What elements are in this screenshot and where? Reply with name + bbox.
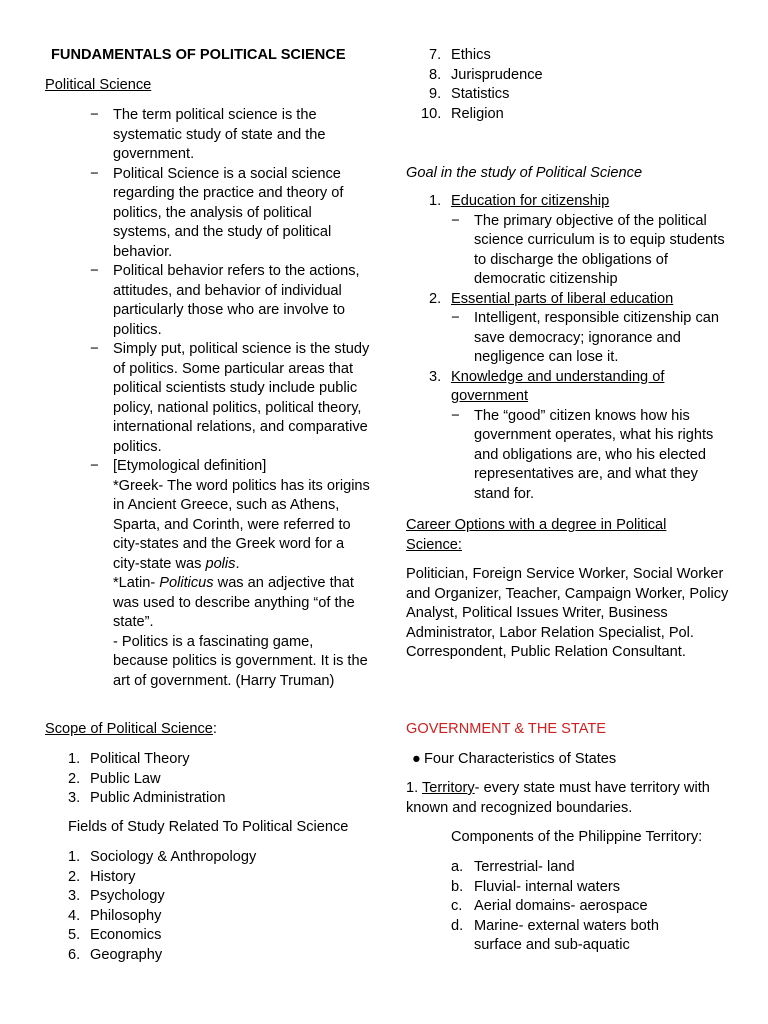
page-title: FUNDAMENTALS OF POLITICAL SCIENCE — [51, 47, 346, 63]
dash-bullet: − — [90, 165, 99, 182]
list-item: 10. Religion — [421, 105, 504, 122]
list-item: 1. Political Theory — [68, 751, 190, 767]
list-item: 3. Psychology — [68, 888, 165, 904]
list-item: b. Fluvial- internal waters — [451, 878, 620, 895]
list-item: 2. Essential parts of liberal education − Intelligent, responsible citizenship can save democracy; ignorance and negligence can lose it. — [406, 290, 736, 368]
characteristics-item: ● Four Characteristics of States — [412, 750, 616, 770]
list-item: − Political Science is a social science regarding the practice and theory of politics, the analysis of political systems, and the study of political behavior. — [90, 165, 344, 260]
dash-bullet: − — [90, 107, 99, 123]
political-science-list — [45, 106, 370, 691]
list-item: 7. Ethics — [429, 47, 491, 63]
bullet-dot: ● — [412, 751, 421, 767]
goal-detail: − The primary objective of the political science curriculum is to equip students to discharge the obligations of democratic citizenship — [451, 212, 725, 287]
scope-list — [45, 750, 370, 809]
list-item: 3. Public Administration — [68, 790, 226, 806]
goal-detail: − The “good” citizen knows how his government operates, what his rights and obligations are, who his elected representatives are, and what they stand for. — [451, 407, 714, 502]
fields-list-right — [406, 46, 736, 124]
list-item: 2. History — [68, 868, 136, 885]
fields-list-left — [45, 848, 370, 965]
dash-bullet: − — [90, 458, 99, 474]
goal-heading: Goal in the study of Political Science — [406, 165, 643, 181]
list-item: − The term political science is the systematic study of state and the government. — [90, 107, 326, 162]
list-item: 1. Education for citizenship − The primary objective of the political science curriculum is to equip students to discharge the obligations of democratic citizenship — [406, 192, 736, 290]
list-item: 3. Knowledge and understanding of government − The “good” citizen knows how his government operates, what his rights and obligations are, who his elected representatives are, and what they stand for. — [406, 368, 736, 505]
list-item: 1. Sociology & Anthropology — [68, 849, 257, 865]
career-text: Politician, Foreign Service Worker, Social Worker and Organizer, Teacher, Campaign Worker, Policy Analyst, Political Issues Writer, Business Administrator, Labor Relation Specialist, Pol. Correspondent, Public Relation Consultant. — [406, 566, 729, 660]
list-item: a. Terrestrial- land — [451, 859, 575, 875]
list-item: d. Marine- external waters both surface and sub-aquatic — [451, 917, 659, 953]
career-heading: Career Options with a degree in Political Science: — [406, 517, 667, 553]
greek-definition: *Greek- The word politics has its origins in Ancient Greece, such as Athens, Sparta, and Corinth, were referred to city-states and the Greek word for a city-state was polis. — [113, 477, 370, 572]
dash-bullet: − — [90, 263, 99, 279]
components-heading: Components of the Philippine Territory: — [451, 829, 703, 845]
list-item: 6. Geography — [68, 946, 163, 963]
list-item: − Simply put, political science is the study of politics. Some particular areas that political scientists study include public policy, national politics, political theory, international relations, and comparative politics. — [90, 341, 370, 455]
etymology-item: − [Etymological definition] *Greek- The word politics has its origins in Ancient Greece, such as Athens, Sparta, and Corinth, were referred to city-states and the Greek word for a city-state was polis. *Latin- Politicus was an adjective that was used to describe anything “of the state”. - Politics is a fascinating game, because politics is government. It is the art of government. (Harry Truman) — [45, 457, 370, 691]
government-heading: GOVERNMENT & THE STATE — [406, 721, 607, 737]
list-item: 8. Jurisprudence — [429, 66, 543, 83]
list-item: 5. Economics — [68, 927, 162, 943]
list-item: 9. Statistics — [429, 86, 510, 102]
list-item: − Political behavior refers to the actions, attitudes, and behavior of individual particularly those who are involve to politics. — [90, 263, 360, 338]
scope-heading: Scope of Political Science: — [45, 721, 217, 737]
political-science-heading: Political Science — [45, 77, 152, 93]
goal-list — [406, 192, 736, 504]
goal-detail: − Intelligent, responsible citizenship can save democracy; ignorance and negligence can lose it. — [451, 310, 719, 365]
list-item: 2. Public Law — [68, 770, 161, 787]
dash-bullet: − — [90, 341, 99, 357]
list-item: 4. Philosophy — [68, 907, 162, 924]
list-item: c. Aerial domains- aerospace — [451, 898, 648, 914]
truman-quote: - Politics is a fascinating game, because politics is government. It is the art of government. (Harry Truman) — [113, 633, 368, 689]
fields-heading: Fields of Study Related To Political Science — [68, 819, 349, 835]
latin-definition: *Latin- Politicus was an adjective that was used to describe anything “of the state”. — [113, 575, 355, 630]
components-list — [406, 858, 706, 956]
territory-paragraph: 1. Territory- every state must have territory with known and recognized boundaries. — [406, 780, 710, 816]
